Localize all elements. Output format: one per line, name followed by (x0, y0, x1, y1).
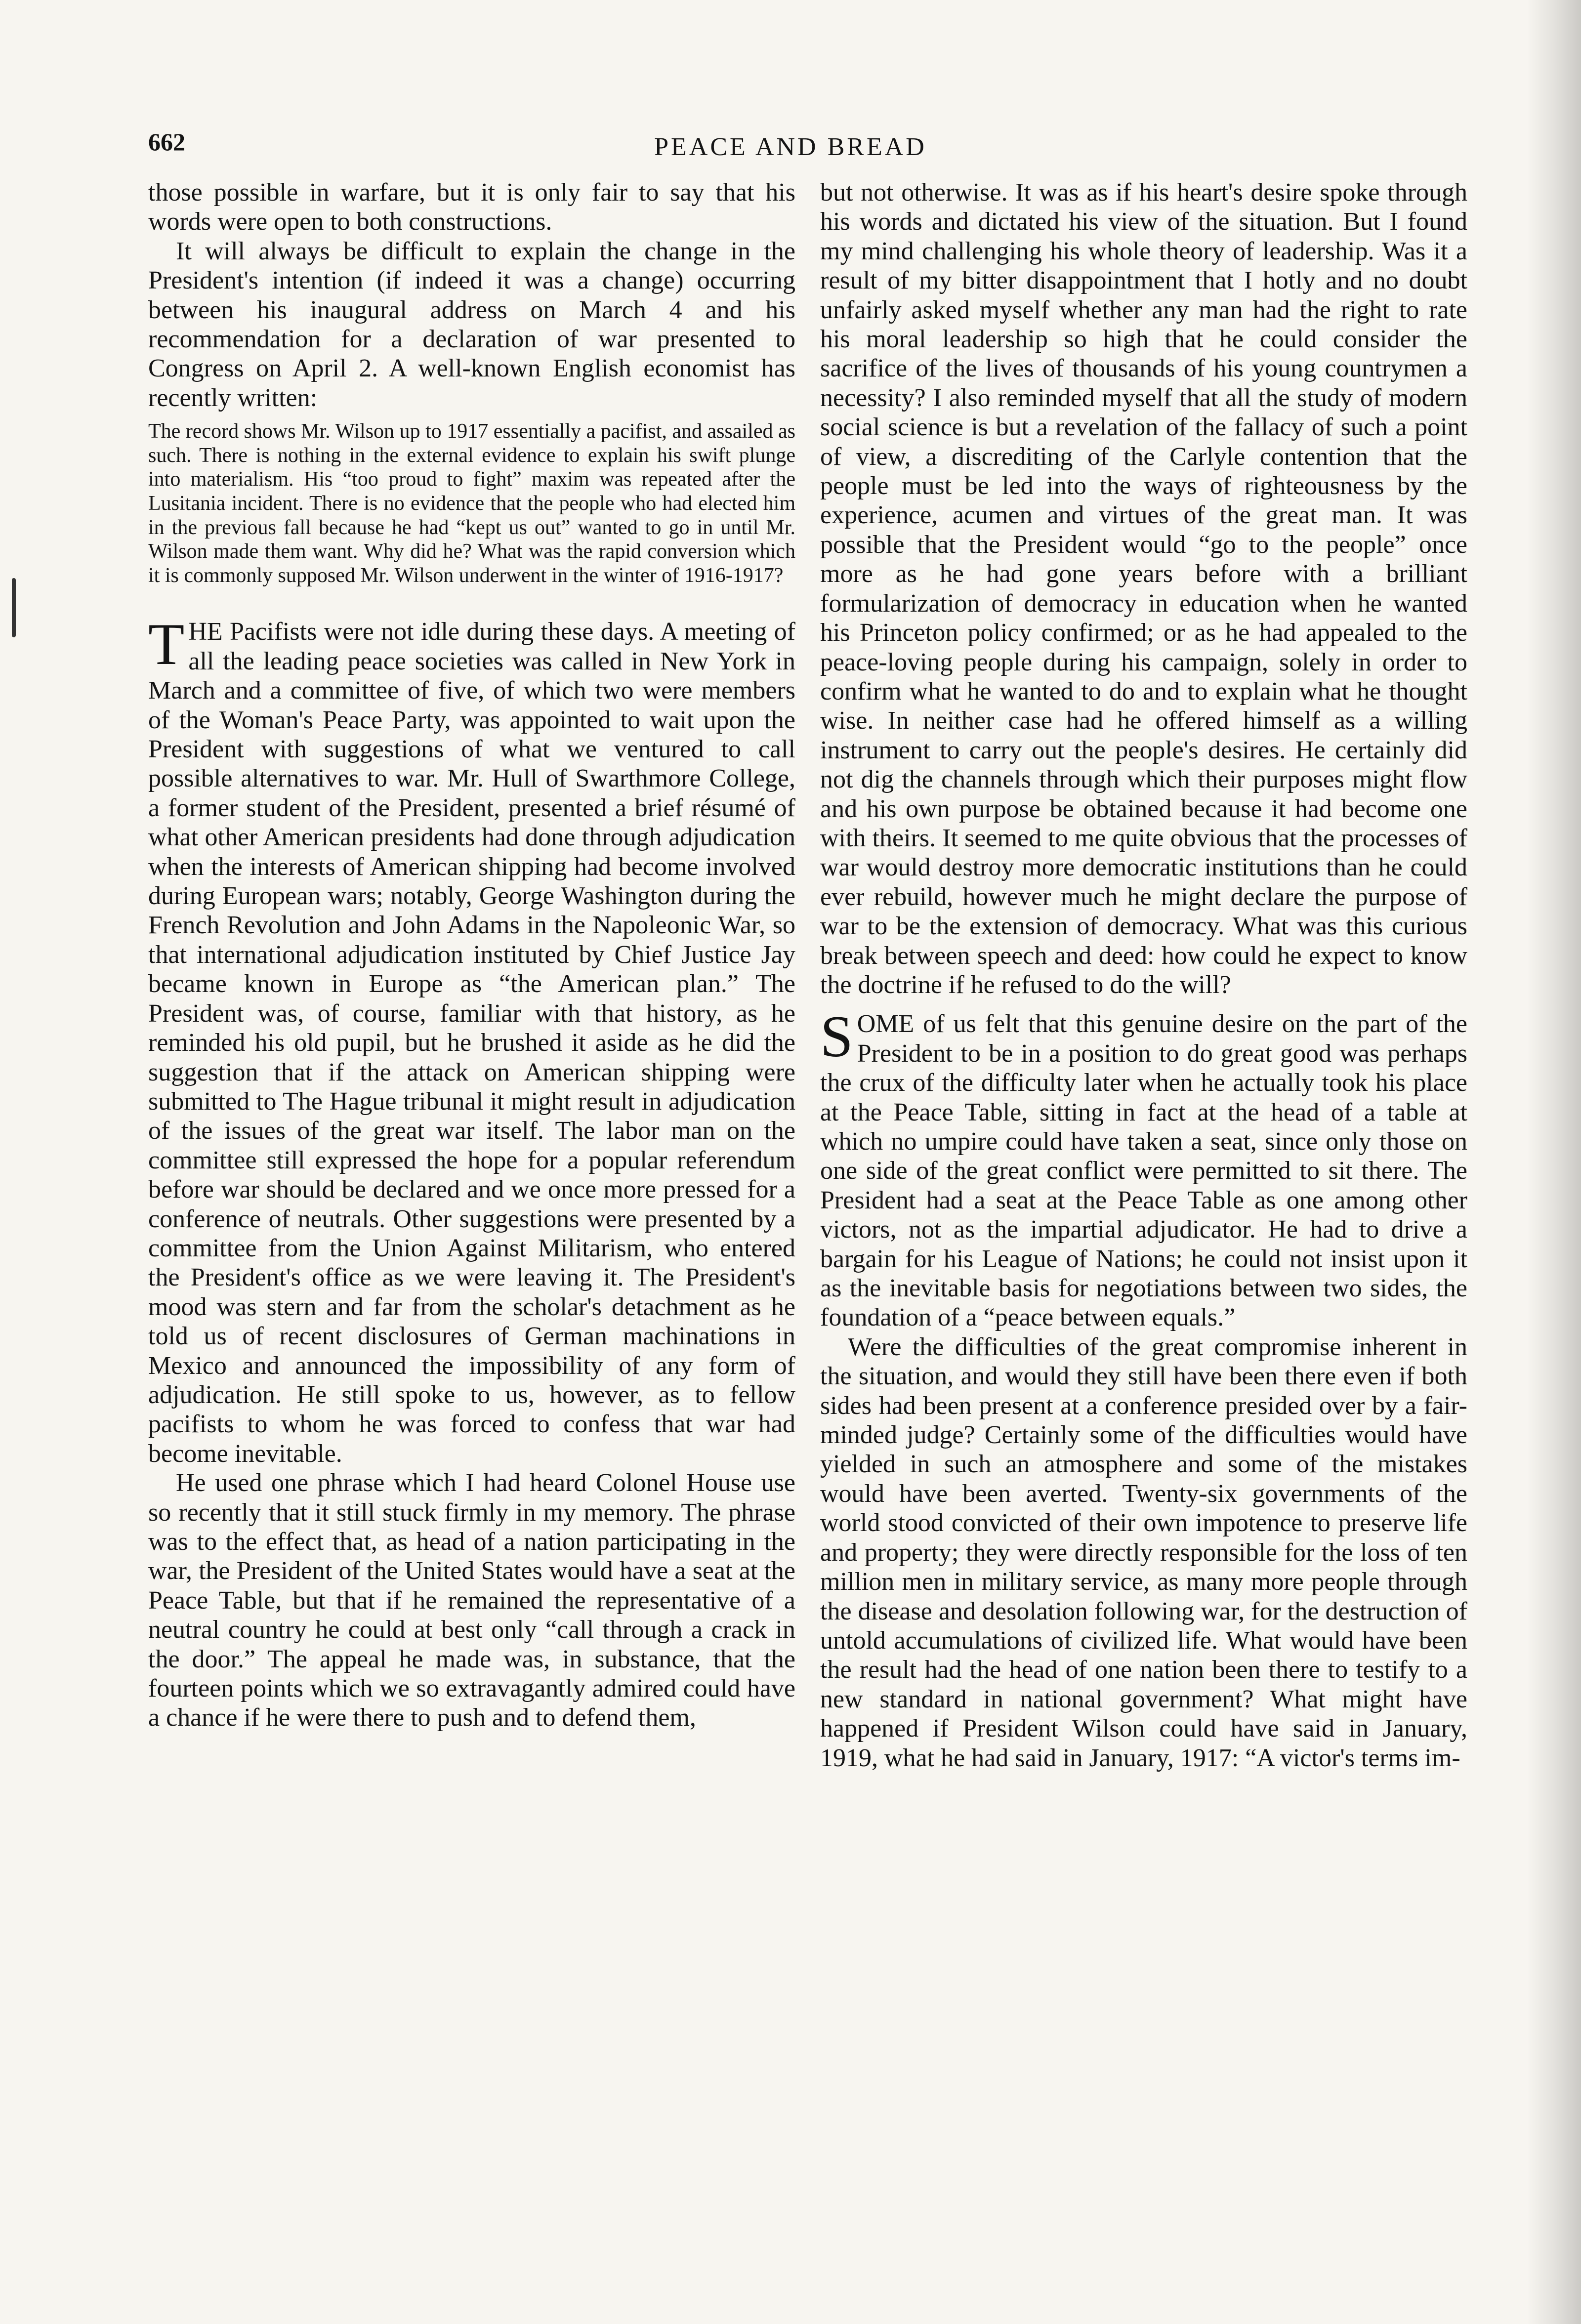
paragraph: but not otherwise. It was as if his heart's desire spoke through his words and dictated his view of the situation. But I found my mind challenging his whole theory of leadership. Was it a result of my bitter disappointment that I hotly and no doubt unfairly asked myself whether any man had the right to rate his moral leadership so high that he could consider the sacrifice of the lives of thousands of his young countrymen a necessity? I also reminded myself that all the study of modern social science is but a revelation of the fallacy of such a point of view, a discrediting of the Carlyle contention that the people must be led into the ways of righteousness by the experience, acumen and virtues of the great man. It was possible that the President would “go to the people” once more as he had gone years before with a brilliant formularization of democracy in education when he wanted his Princeton policy confirmed; or as he had appealed to the peace-loving people during his campaign, solely in order to confirm what he wanted to do and to explain what he thought wise. In neither case had he offered himself as a willing instrument to carry out the people's desires. He certainly did not dig the channels through which their purposes might flow and his own purpose be obtained because it had become one with theirs. It seemed to me quite obvious that the processes of war would destroy more democratic institutions than he could ever rebuild, however much he might declare the purpose of war to be the extension of democracy. What was this curious break between speech and deed: how could he expect to know the doctrine if he refused to do the will? (820, 178, 1467, 999)
page-number: 662 (148, 128, 185, 156)
paragraph (148, 611, 795, 1468)
drop-cap: S (820, 1003, 853, 1070)
paragraph: He used one phrase which I had heard Colonel House use so recently that it still stuck firmly in my memory. The phrase was to the effect that, as head of a nation participating in the war, the President of the United States would have a seat at the Peace Table, but that if he remained the representative of a neutral country he could at best only “call through a crack in the door.” The appeal he made was, in substance, that the fourteen points which we so extravagantly admired could have a chance if he were there to push and to defend them, (148, 1469, 795, 1732)
block-quote: The record shows Mr. Wilson up to 1917 essentially a pacifist, and assailed as such. There is nothing in the external evidence to explain his swift plunge into materialism. His “too proud to fight” maxim was repeated after the Lusitania incident. There is no evidence that the people who had elected him in the previous fall because he had “kept us out” wanted to go in until Mr. Wilson made them want. Why did he? What was the rapid conversion which it is commonly supposed Mr. Wilson underwent in the winter of 1916-1917? (148, 420, 795, 587)
paragraph (820, 1003, 1467, 1332)
left-column (148, 178, 795, 1733)
paragraph-text: HE Pacifists were not idle during these days. A meeting of all the leading peace societies was called in New York in March and a committee of five, of which two were members of the Woman's Peace Party, was appointed to wait upon the President with suggestions of what we ventured to call possible alternatives to war. Mr. Hull of Swarthmore College, a former student of the President, presented a brief résumé of what other American presidents had done through adjudication when the interests of American shipping had become involved during European wars; notably, George Washington during the French Revolution and John Adams in the Napoleonic War, so that international adjudication instituted by Chief Justice Jay became known in Europe as “the American plan.” The President was, of course, familiar with that history, as he reminded his old pupil, but he brushed it aside as he did the suggestion that if the attack on American shipping were submitted to The Hague tribunal it might result in adjudication of the issues of the great war itself. The labor man on the committee still expressed the hope for a popular referendum before war should be declared and we once more pressed for a conference of neutrals. Other suggestions were presented by a committee from the Union Against Militarism, who entered the President's office as we were leaving it. The President's mood was stern and far from the scholar's detachment as he told us of recent disclosures of German machinations in Mexico and announced the impossibility of any form of adjudication. He still spoke to us, however, as to fellow pacifists to whom he was forced to confess that war had become inevitable. (148, 618, 795, 1468)
paragraph: It will always be difficult to explain the change in the President's intention (if indeed it was a change) occurring between his inaugural address on March 4 and his recommendation for a declaration of war presented to Congress on April 2. A well-known English economist has recently written: (148, 237, 795, 412)
section-gap (148, 587, 795, 617)
paragraph: those possible in warfare, but it is only fair to say that his words were open to both constructions. (148, 178, 795, 236)
drop-cap: T (148, 611, 185, 677)
paragraph-text: OME of us felt that this genuine desire on the part of the President to be in a position to do great good was perhaps the crux of the difficulty later when he actually took his place at the Peace Table, sitting in fact at the head of a table at which no umpire could have taken a seat, since only those on one side of the great conflict were permitted to sit there. The President had a seat at the Peace Table as one among other victors, not as the impartial adjudicator. He had to drive a bargain for his League of Nations; he could not insist upon it as the inevitable basis for negotiations between two sides, the foundation of a “peace between equals.” (820, 1010, 1467, 1332)
running-head: PEACE AND BREAD (654, 133, 927, 161)
paragraph: Were the difficulties of the great compromise inherent in the situation, and would they still have been there even if both sides had been present at a conference presided over by a fair-minded judge? Certainly some of the difficulties would have yielded in such an atmosphere and some of the mistakes would have been averted. Twenty-six governments of the world stood convicted of their own impotence to preserve life and property; they were directly responsible for the loss of ten million men in military service, as many more people through the disease and desolation following war, for the destruction of untold accumulations of civilized life. What would have been the result had the head of one nation been there to testify to a new standard in national government? What might have happened if President Wilson could have said in January, 1919, what he had said in January, 1917: “A victor's terms im- (820, 1332, 1467, 1772)
section-gap (820, 999, 1467, 1009)
scan-margin-mark (12, 578, 16, 637)
scan-edge-shadow (1527, 0, 1581, 2324)
right-column (820, 178, 1467, 1773)
